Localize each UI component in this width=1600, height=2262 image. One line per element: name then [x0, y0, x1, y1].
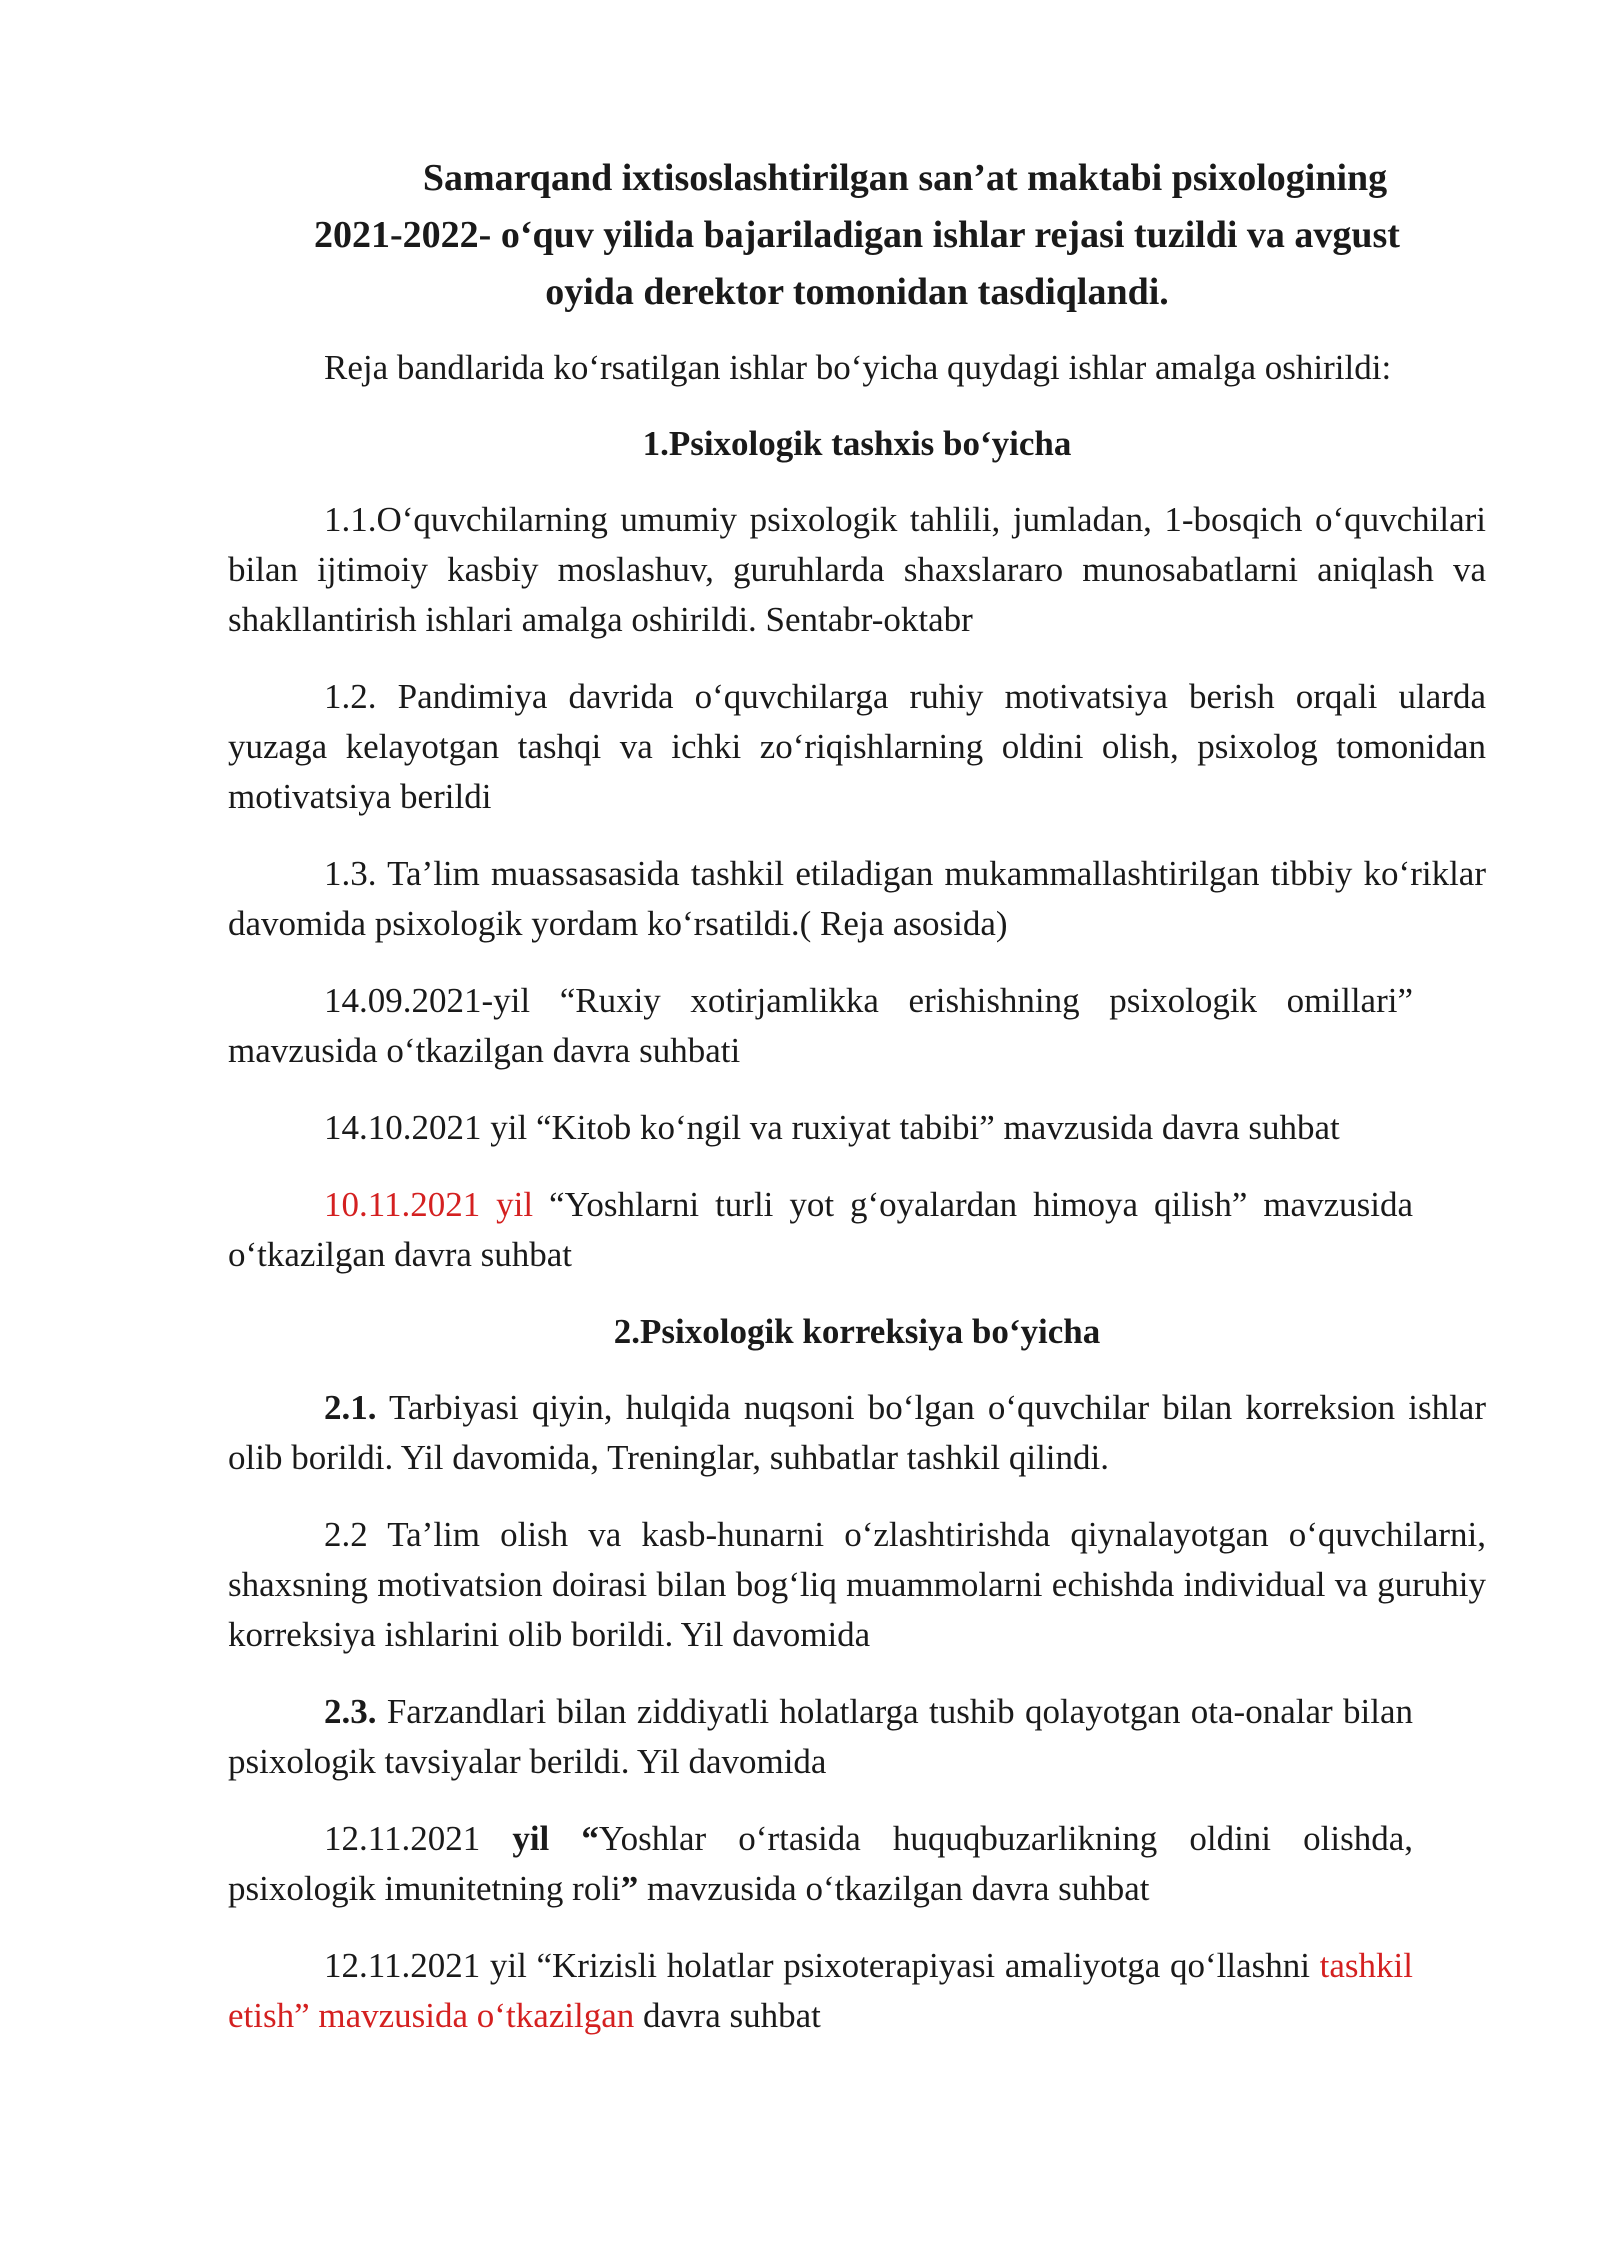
section-1-item-1-3: 1.3. Ta’lim muassasasida tashkil etiladigan mukammallashtirilgan tibbiy ko‘riklar davomida psixologik yordam ko‘rsatildi.( Reja asosida): [228, 854, 1486, 943]
event-2-1-close-quote: ”: [620, 1869, 639, 1908]
intro-paragraph: Reja bandlarida ko‘rsatilgan ishlar bo‘yicha quydagi ishlar amalga oshirildi:: [324, 348, 1392, 387]
item-2-1-number: 2.1.: [324, 1388, 377, 1427]
event-2-1-end: mavzusida o‘tkazilgan davra suhbat: [638, 1869, 1150, 1908]
document-page: [228, 150, 1486, 2068]
section-1-event-3: [228, 1180, 1413, 1280]
document-title: [228, 150, 1486, 321]
section-1-event-2: 14.10.2021 yil “Kitob ko‘ngil va ruxiyat tabibi” mavzusida davra suhbat: [324, 1108, 1340, 1147]
event-2-1-topic: Yoshlar o‘rtasida huquqbuzarlikning oldini olishda, psixologik imunitetning roli: [228, 1819, 1413, 1908]
section-2-heading: 2.Psixologik korreksiya bo‘yicha: [613, 1312, 1101, 1351]
section-2-item-2-3: [228, 1687, 1413, 1787]
section-2-item-2-1: [228, 1383, 1486, 1483]
event-2-2-end: davra suhbat: [634, 1996, 821, 2035]
event-2-1-yil: yil: [512, 1819, 550, 1858]
event-2-1-open-quote: “: [549, 1819, 599, 1858]
section-2-event-2: [228, 1941, 1413, 2041]
section-1-event-1: 14.09.2021-yil “Ruxiy xotirjamlikka erishishning psixologik omillari” mavzusida o‘tkazilgan davra suhbati: [228, 981, 1413, 1070]
title-line-2: 2021-2022- o‘quv yilida bajariladigan ishlar rejasi tuzildi va avgust: [314, 214, 1400, 256]
event-3-text: “Yoshlarni turli yot g‘oyalardan himoya qilish” mavzusida o‘tkazilgan davra suhbat: [228, 1185, 1413, 1274]
event-3-date: 10.11.2021 yil: [324, 1185, 534, 1224]
section-1-item-1-1: 1.1.O‘quvchilarning umumiy psixologik tahlili, jumladan, 1-bosqich o‘quvchilari bilan ijtimoiy kasbiy moslashuv, guruhlarda shaxslararo munosabatlarni aniqlash va shakllantirish ishlari amalga oshirildi. Sentabr-oktabr: [228, 500, 1486, 639]
event-2-2-start: 12.11.2021 yil “Krizisli holatlar psixoterapiyasi amaliyotga qo‘llashni: [324, 1946, 1320, 1985]
title-line-1: Samarqand ixtisoslashtirilgan san’at maktabi psixologining: [422, 157, 1388, 199]
section-1-heading: 1.Psixologik tashxis bo‘yicha: [642, 424, 1072, 463]
event-2-1-date: 12.11.2021: [324, 1819, 513, 1858]
section-1-item-1-2: 1.2. Pandimiya davrida o‘quvchilarga ruhiy motivatsiya berish orqali ularda yuzaga kelayotgan tashqi va ichki zo‘riqishlarning oldini olish, psixolog tomonidan motivatsiya berildi: [228, 677, 1486, 816]
item-2-3-number: 2.3.: [324, 1692, 377, 1731]
section-2-event-1: [228, 1814, 1413, 1914]
event-2-2-highlight: tashkil etish” mavzusida o‘tkazilgan: [228, 1946, 1413, 2035]
item-2-1-text: Tarbiyasi qiyin, hulqida nuqsoni bo‘lgan o‘quvchilar bilan korreksion ishlar olib borildi. Yil davomida, Treninglar, suhbatlar tashkil qilindi.: [228, 1388, 1486, 1477]
item-2-3-text: Farzandlari bilan ziddiyatli holatlarga tushib qolayotgan ota-onalar bilan psixologik tavsiyalar berildi. Yil davomida: [228, 1692, 1413, 1781]
section-2-item-2-2: 2.2 Ta’lim olish va kasb-hunarni o‘zlashtirishda qiynalayotgan o‘quvchilarni, shaxsning motivatsion doirasi bilan bog‘liq muammolarni echishda individual va guruhiy korreksiya ishlarini olib borildi. Yil davomida: [228, 1515, 1486, 1654]
title-line-3: oyida derektor tomonidan tasdiqlandi.: [545, 271, 1169, 313]
